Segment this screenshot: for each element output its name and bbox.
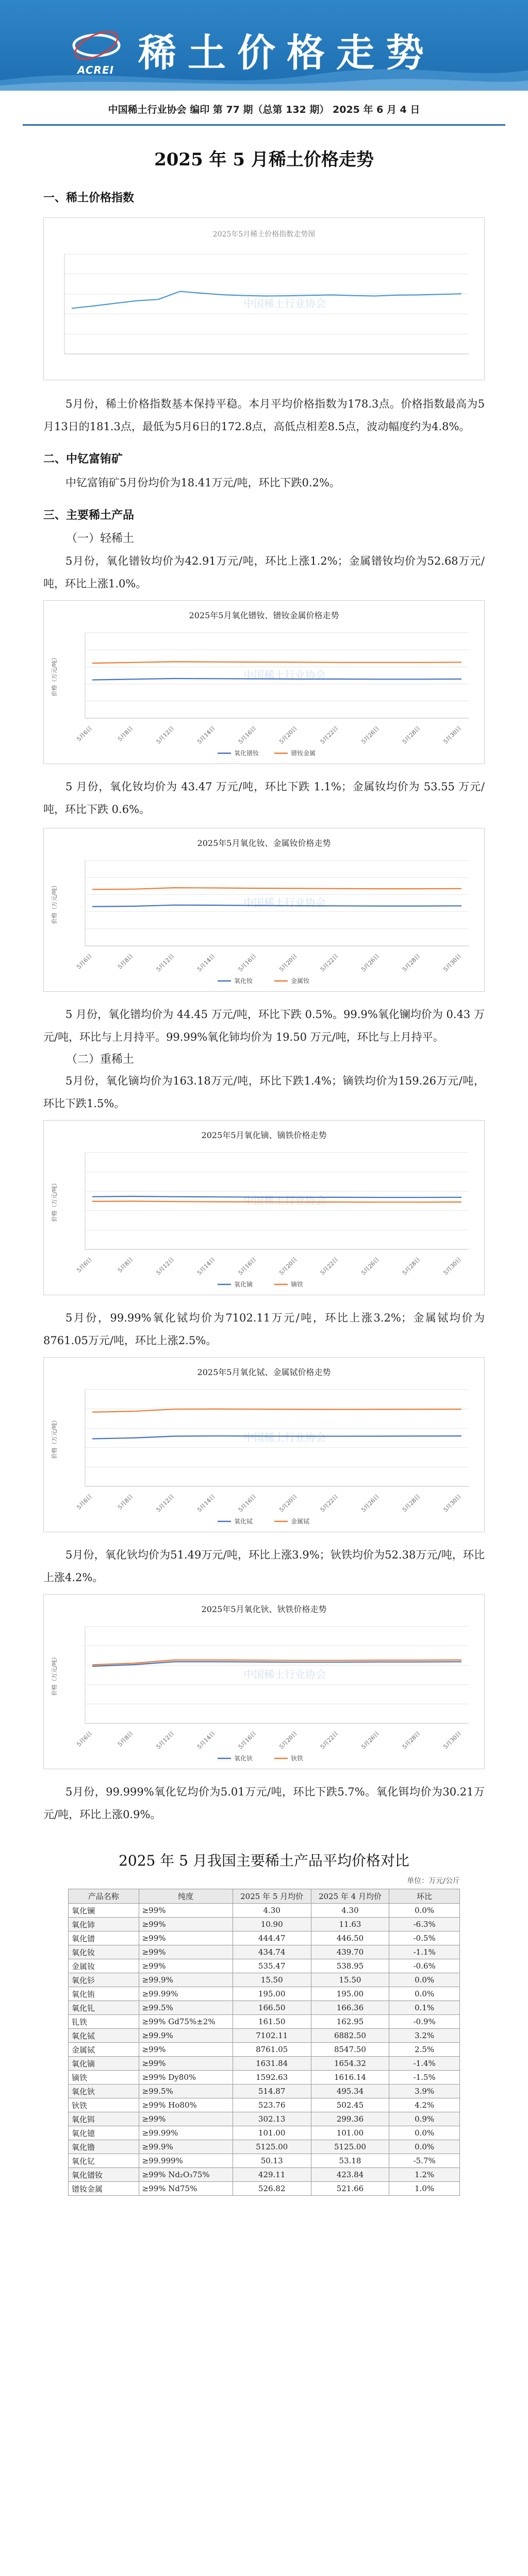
table-row <box>69 2084 460 2098</box>
legend-label: 氧化钬 <box>234 1755 253 1762</box>
cell-purity: ≥99% <box>139 1945 233 1959</box>
x-tick-label: 5月14日 <box>196 1493 217 1514</box>
cell-april-price: 166.36 <box>311 2001 389 2015</box>
table-row <box>69 2029 460 2043</box>
cell-mom: -1.5% <box>389 2071 460 2084</box>
x-tick-label: 5月6日 <box>75 724 94 743</box>
nd-chart <box>43 828 485 992</box>
cell-may-price: 10.90 <box>233 1918 311 1931</box>
cell-april-price: 4.30 <box>311 1904 389 1918</box>
cell-april-price: 439.70 <box>311 1945 389 1959</box>
x-tick-label: 5月16日 <box>237 1493 258 1514</box>
x-tick-label: 5月14日 <box>196 952 217 973</box>
table-row <box>69 2001 460 2015</box>
table-row <box>69 2154 460 2168</box>
series-line <box>92 662 461 663</box>
ho-chart-svg <box>44 1595 484 1769</box>
x-tick-label: 5月28日 <box>401 952 422 973</box>
cell-mom: -6.3% <box>389 1918 460 1931</box>
table-row <box>69 2140 460 2154</box>
x-tick-label: 5月8日 <box>117 1493 135 1511</box>
cell-may-price: 101.00 <box>233 2126 311 2140</box>
cell-product: 镨钕金属 <box>69 2182 139 2196</box>
cell-purity: ≥99% <box>139 1931 233 1945</box>
col-header-may: 2025 年 5 月均价 <box>233 1889 311 1904</box>
cell-april-price: 6882.50 <box>311 2029 389 2043</box>
cell-mom: 0.0% <box>389 1987 460 2001</box>
cell-purity: ≥99% <box>139 2057 233 2071</box>
legend-label: 金属铽 <box>291 1518 310 1525</box>
x-tick-label: 5月16日 <box>237 724 258 745</box>
cell-may-price: 1592.63 <box>233 2071 311 2084</box>
price-table-section <box>68 1850 460 2196</box>
x-tick-label: 5月14日 <box>196 1256 217 1277</box>
cell-mom: -1.4% <box>389 2057 460 2071</box>
y-axis-label: 价格（万元/吨） <box>51 654 58 697</box>
cell-may-price: 8761.05 <box>233 2043 311 2057</box>
x-tick-label: 5月28日 <box>401 1493 422 1514</box>
cell-purity: ≥99.5% <box>139 2084 233 2098</box>
cell-purity: ≥99% <box>139 1959 233 1973</box>
cell-purity: ≥99.999% <box>139 2154 233 2168</box>
tb-chart-svg <box>44 1358 484 1532</box>
cell-may-price: 15.50 <box>233 1973 311 1987</box>
chart-watermark: 中国稀土行业协会 <box>243 1431 326 1444</box>
cell-may-price: 166.50 <box>233 2001 311 2015</box>
cell-product: 氧化铈 <box>69 1918 139 1931</box>
x-tick-label: 5月26日 <box>360 1730 381 1751</box>
cell-mom: 0.9% <box>389 2112 460 2126</box>
table-row <box>69 2126 460 2140</box>
chart-title: 2025年5月氧化镨钕、镨钕金属价格走势 <box>189 611 339 620</box>
table-title: 2025 年 5 月我国主要稀土产品平均价格对比 <box>119 1852 409 1869</box>
cell-product: 氧化镨 <box>69 1931 139 1945</box>
x-tick-label: 5月20日 <box>278 1256 299 1277</box>
y-axis-label: 价格（万元/吨） <box>51 1417 58 1459</box>
cell-product: 钬铁 <box>69 2098 139 2112</box>
x-tick-label: 5月20日 <box>278 952 299 973</box>
cell-product: 氧化铕 <box>69 1987 139 2001</box>
cell-may-price: 50.13 <box>233 2154 311 2168</box>
newsletter-title: 稀土价格走势 <box>138 31 435 75</box>
cell-may-price: 444.47 <box>233 1931 311 1945</box>
x-tick-label: 5月30日 <box>442 1493 463 1514</box>
x-tick-label: 5月16日 <box>237 952 258 973</box>
dy-chart-svg <box>44 1121 484 1295</box>
x-tick-label: 5月16日 <box>237 1730 258 1751</box>
col-header-product: 产品名称 <box>69 1889 139 1904</box>
price-table <box>68 1889 460 2196</box>
cell-mom: 3.2% <box>389 2029 460 2043</box>
cell-product: 氧化镨钕 <box>69 2168 139 2182</box>
x-tick-label: 5月8日 <box>117 724 135 743</box>
prnd-chart-svg <box>44 601 484 764</box>
cell-mom: 1.0% <box>389 2182 460 2196</box>
cell-may-price: 1631.84 <box>233 2057 311 2071</box>
legend-label: 氧化镝 <box>234 1281 253 1288</box>
cell-may-price: 514.87 <box>233 2084 311 2098</box>
x-tick-label: 5月28日 <box>401 1730 422 1751</box>
section-2-title: 二、中钇富铕矿 <box>43 453 123 466</box>
acrei-logo-icon <box>68 30 125 61</box>
cell-purity: ≥99% Nd₂O₃75% <box>139 2168 233 2182</box>
x-tick-label: 5月26日 <box>360 1256 381 1277</box>
chart-watermark: 中国稀土行业协会 <box>243 669 326 681</box>
x-tick-label: 5月12日 <box>155 1493 176 1514</box>
x-tick-label: 5月6日 <box>75 952 94 971</box>
cell-mom: -0.6% <box>389 1959 460 1973</box>
cell-april-price: 15.50 <box>311 1973 389 1987</box>
cell-purity: ≥99% Dy80% <box>139 2071 233 2084</box>
cell-mom: 2.5% <box>389 2043 460 2057</box>
chart-watermark: 中国稀土行业协会 <box>243 297 326 310</box>
cell-product: 钆铁 <box>69 2015 139 2029</box>
x-tick-label: 5月8日 <box>117 1256 135 1274</box>
cell-mom: -5.7% <box>389 2154 460 2168</box>
table-row <box>69 1973 460 1987</box>
cell-product: 氧化镧 <box>69 1904 139 1918</box>
x-tick-label: 5月12日 <box>155 724 176 745</box>
cell-mom: -0.5% <box>389 1931 460 1945</box>
cell-product: 氧化铽 <box>69 2029 139 2043</box>
chart-title: 2025年5月氧化铽、金属铽价格走势 <box>197 1367 331 1377</box>
light-paragraph-3: 5 月份，氧化镨均价为 44.45 万元/吨，环比下跌 0.5%。99.9%氧化镧均价为 0.43 万元/吨，环比与上月持平。99.99%氧化铈均价为 19.50 万元/吨，环比与上月持平。 <box>43 1008 485 1043</box>
table-row <box>69 1918 460 1931</box>
cell-april-price: 5125.00 <box>311 2140 389 2154</box>
x-tick-label: 5月22日 <box>319 1256 340 1277</box>
col-header-purity: 纯度 <box>139 1889 233 1904</box>
cell-april-price: 1654.32 <box>311 2057 389 2071</box>
cell-may-price: 4.30 <box>233 1904 311 1918</box>
series-line <box>92 1409 461 1412</box>
cell-product: 氧化铒 <box>69 2112 139 2126</box>
x-tick-label: 5月12日 <box>155 1256 176 1277</box>
cell-product: 氧化镝 <box>69 2057 139 2071</box>
table-row <box>69 2098 460 2112</box>
legend-label: 氧化钕 <box>234 977 253 985</box>
cell-april-price: 423.84 <box>311 2168 389 2182</box>
cell-mom: 4.2% <box>389 2098 460 2112</box>
price-index-chart-svg <box>44 218 484 380</box>
chart-title: 2025年5月氧化钕、金属钕价格走势 <box>197 838 331 848</box>
legend-label: 镨钕金属 <box>291 750 316 757</box>
cell-may-price: 195.00 <box>233 1987 311 2001</box>
x-tick-label: 5月28日 <box>401 1256 422 1277</box>
heavy-paragraph-4: 5月份，99.999%氧化钇均价为5.01万元/吨，环比下跌5.7%。氧化铒均价为30.21万元/吨，环比上涨0.9%。 <box>43 1786 485 1821</box>
table-row <box>69 1931 460 1945</box>
cell-purity: ≥99% <box>139 1918 233 1931</box>
chart-title: 2025年5月稀土价格指数走势图 <box>212 230 316 239</box>
chart-title: 2025年5月氧化钬、钬铁价格走势 <box>201 1604 327 1614</box>
x-tick-label: 5月28日 <box>401 724 422 745</box>
legend-label: 钬铁 <box>291 1755 304 1762</box>
cell-purity: ≥99% Nd75% <box>139 2182 233 2196</box>
cell-april-price: 538.95 <box>311 1959 389 1973</box>
x-tick-label: 5月12日 <box>155 1730 176 1751</box>
heavy-paragraph-3: 5月份，氧化钬均价为51.49万元/吨，环比上涨3.9%；钬铁均价为52.38万元/吨，环比上涨4.2%。 <box>43 1549 485 1584</box>
x-tick-label: 5月26日 <box>360 952 381 973</box>
cell-product: 氧化镱 <box>69 2126 139 2140</box>
chart-title: 2025年5月氧化镝、镝铁价格走势 <box>201 1130 327 1140</box>
cell-mom: 0.0% <box>389 1904 460 1918</box>
cell-product: 氧化钬 <box>69 2084 139 2098</box>
cell-purity: ≥99.9% <box>139 2140 233 2154</box>
section-2-paragraph: 中钇富铕矿5月份均价为18.41万元/吨，环比下跌0.2%。 <box>65 477 340 489</box>
light-rare-earth-title: （一）轻稀土 <box>66 532 135 545</box>
cell-may-price: 429.11 <box>233 2168 311 2182</box>
x-tick-label: 5月12日 <box>155 952 176 973</box>
cell-may-price: 5125.00 <box>233 2140 311 2154</box>
x-tick-label: 5月6日 <box>75 1730 94 1748</box>
table-unit: 单位：万元/公斤 <box>407 1877 460 1885</box>
light-paragraph-1: 5月份，氧化镨钕均价为42.91万元/吨，环比上涨1.2%；金属镨钕均价为52.68万元/吨，环比上涨1.0%。 <box>43 555 485 590</box>
cell-purity: ≥99.99% <box>139 1987 233 2001</box>
cell-product: 金属铽 <box>69 2043 139 2057</box>
cell-mom: 3.9% <box>389 2084 460 2098</box>
table-header-row <box>69 1889 460 1904</box>
chart-watermark: 中国稀土行业协会 <box>243 896 326 909</box>
cell-purity: ≥99% Ho80% <box>139 2098 233 2112</box>
cell-april-price: 299.36 <box>311 2112 389 2126</box>
table-body <box>69 1904 460 2196</box>
section-1-paragraph: 5月份，稀土价格指数基本保持平稳。本月平均价格指数为178.3点。价格指数最高为5月13日的181.3点，最低为5月6日的172.8点，高低点相差8.5点，波动幅度约为4.8%。 <box>43 398 485 433</box>
legend-label: 氧化铽 <box>234 1518 253 1525</box>
heavy-rare-earth-title: （二）重稀土 <box>66 1053 135 1066</box>
cell-may-price: 535.47 <box>233 1959 311 1973</box>
cell-product: 氧化钕 <box>69 1945 139 1959</box>
cell-purity: ≥99% <box>139 2112 233 2126</box>
header-banner <box>0 0 528 91</box>
table-row <box>69 2057 460 2071</box>
table-row <box>69 2015 460 2029</box>
x-tick-label: 5月20日 <box>278 1493 299 1514</box>
x-tick-label: 5月20日 <box>278 724 299 745</box>
cell-mom: 0.1% <box>389 2001 460 2015</box>
table-row <box>69 2112 460 2126</box>
x-tick-label: 5月8日 <box>117 1730 135 1748</box>
legend-label: 镝铁 <box>291 1281 304 1288</box>
x-tick-label: 5月22日 <box>319 1493 340 1514</box>
table-row <box>69 1904 460 1918</box>
cell-mom: -1.1% <box>389 1945 460 1959</box>
legend-label: 氧化镨钕 <box>234 750 259 757</box>
col-header-mom: 环比 <box>389 1889 460 1904</box>
table-row <box>69 1945 460 1959</box>
x-tick-label: 5月22日 <box>319 952 340 973</box>
x-tick-label: 5月20日 <box>278 1730 299 1751</box>
chart-watermark: 中国稀土行业协会 <box>243 1194 326 1207</box>
cell-purity: ≥99% Gd75%±2% <box>139 2015 233 2029</box>
cell-purity: ≥99.5% <box>139 2001 233 2015</box>
document-title: 2025 年 5 月稀土价格走势 <box>154 149 374 170</box>
cell-purity: ≥99% <box>139 2043 233 2057</box>
cell-april-price: 495.34 <box>311 2084 389 2098</box>
x-tick-label: 5月8日 <box>117 952 135 971</box>
table-row <box>69 2043 460 2057</box>
chart-watermark: 中国稀土行业协会 <box>243 1668 326 1681</box>
section-3-title: 三、主要稀土产品 <box>43 509 135 522</box>
cell-mom: 0.0% <box>389 2126 460 2140</box>
cell-april-price: 446.50 <box>311 1931 389 1945</box>
cell-purity: ≥99% <box>139 1904 233 1918</box>
cell-may-price: 523.76 <box>233 2098 311 2112</box>
price-index-chart <box>43 217 485 380</box>
cell-product: 氧化钇 <box>69 2154 139 2168</box>
x-tick-label: 5月26日 <box>360 1493 381 1514</box>
table-row <box>69 2071 460 2084</box>
cell-purity: ≥99.9% <box>139 1973 233 1987</box>
cell-mom: 0.0% <box>389 1973 460 1987</box>
x-tick-label: 5月22日 <box>319 724 340 745</box>
cell-mom: 1.2% <box>389 2168 460 2182</box>
cell-product: 镝铁 <box>69 2071 139 2084</box>
cell-may-price: 161.50 <box>233 2015 311 2029</box>
logo-text: ACREI <box>77 64 114 76</box>
cell-april-price: 195.00 <box>311 1987 389 2001</box>
tb-chart <box>43 1357 485 1532</box>
y-axis-label: 价格（万元/吨） <box>51 882 58 924</box>
x-tick-label: 5月6日 <box>75 1493 94 1511</box>
prnd-chart <box>43 600 485 764</box>
cell-mom: 0.0% <box>389 2140 460 2154</box>
x-tick-label: 5月30日 <box>442 952 463 973</box>
cell-product: 氧化钆 <box>69 2001 139 2015</box>
heavy-paragraph-2: 5月份，99.99%氧化铽均价为7102.11万元/吨，环比上涨3.2%；金属铽均价为8761.05万元/吨，环比上涨2.5%。 <box>43 1312 485 1347</box>
nd-chart-svg <box>44 828 484 991</box>
table-row <box>69 1987 460 2001</box>
table-row <box>69 1959 460 1973</box>
heavy-paragraph-1: 5月份，氧化镝均价为163.18万元/吨，环比下跌1.4%；镝铁均价为159.26万元/吨，环比下跌1.5%。 <box>43 1075 485 1110</box>
legend-label: 金属钕 <box>291 977 310 985</box>
x-tick-label: 5月16日 <box>237 1256 258 1277</box>
dy-chart <box>43 1120 485 1295</box>
table-row <box>69 2182 460 2196</box>
x-tick-label: 5月6日 <box>75 1256 94 1274</box>
cell-product: 氧化钐 <box>69 1973 139 1987</box>
cell-purity: ≥99.99% <box>139 2126 233 2140</box>
x-tick-label: 5月30日 <box>442 724 463 745</box>
cell-may-price: 302.13 <box>233 2112 311 2126</box>
light-paragraph-2: 5 月份，氧化钕均价为 43.47 万元/吨，环比下跌 1.1%；金属钕均价为 53.55 万元/吨，环比下跌 0.6%。 <box>43 781 485 816</box>
cell-april-price: 8547.50 <box>311 2043 389 2057</box>
cell-april-price: 1616.14 <box>311 2071 389 2084</box>
section-1-title: 一、稀土价格指数 <box>43 192 135 205</box>
cell-may-price: 7102.11 <box>233 2029 311 2043</box>
x-tick-label: 5月22日 <box>319 1730 340 1751</box>
cell-april-price: 502.45 <box>311 2098 389 2112</box>
cell-may-price: 434.74 <box>233 1945 311 1959</box>
x-tick-label: 5月30日 <box>442 1256 463 1277</box>
issue-line: 中国稀土行业协会 编印 第 77 期（总第 132 期） 2025 年 6 月 4 日 <box>23 91 505 126</box>
x-tick-label: 5月26日 <box>360 724 381 745</box>
y-axis-label: 价格（万元/吨） <box>51 1180 58 1222</box>
x-tick-label: 5月14日 <box>196 724 217 745</box>
cell-mom: -0.9% <box>389 2015 460 2029</box>
cell-product: 金属钕 <box>69 1959 139 1973</box>
cell-product: 氧化镥 <box>69 2140 139 2154</box>
cell-purity: ≥99.9% <box>139 2029 233 2043</box>
cell-april-price: 101.00 <box>311 2126 389 2140</box>
cell-april-price: 53.18 <box>311 2154 389 2168</box>
x-tick-label: 5月30日 <box>442 1730 463 1751</box>
series-line <box>92 888 461 889</box>
ho-chart <box>43 1594 485 1769</box>
cell-april-price: 162.95 <box>311 2015 389 2029</box>
cell-may-price: 526.82 <box>233 2182 311 2196</box>
col-header-april: 2025 年 4 月均价 <box>311 1889 389 1904</box>
cell-april-price: 521.66 <box>311 2182 389 2196</box>
y-axis-label: 价格（万元/吨） <box>51 1654 58 1696</box>
cell-april-price: 11.63 <box>311 1918 389 1931</box>
x-tick-label: 5月14日 <box>196 1730 217 1751</box>
table-row <box>69 2168 460 2182</box>
